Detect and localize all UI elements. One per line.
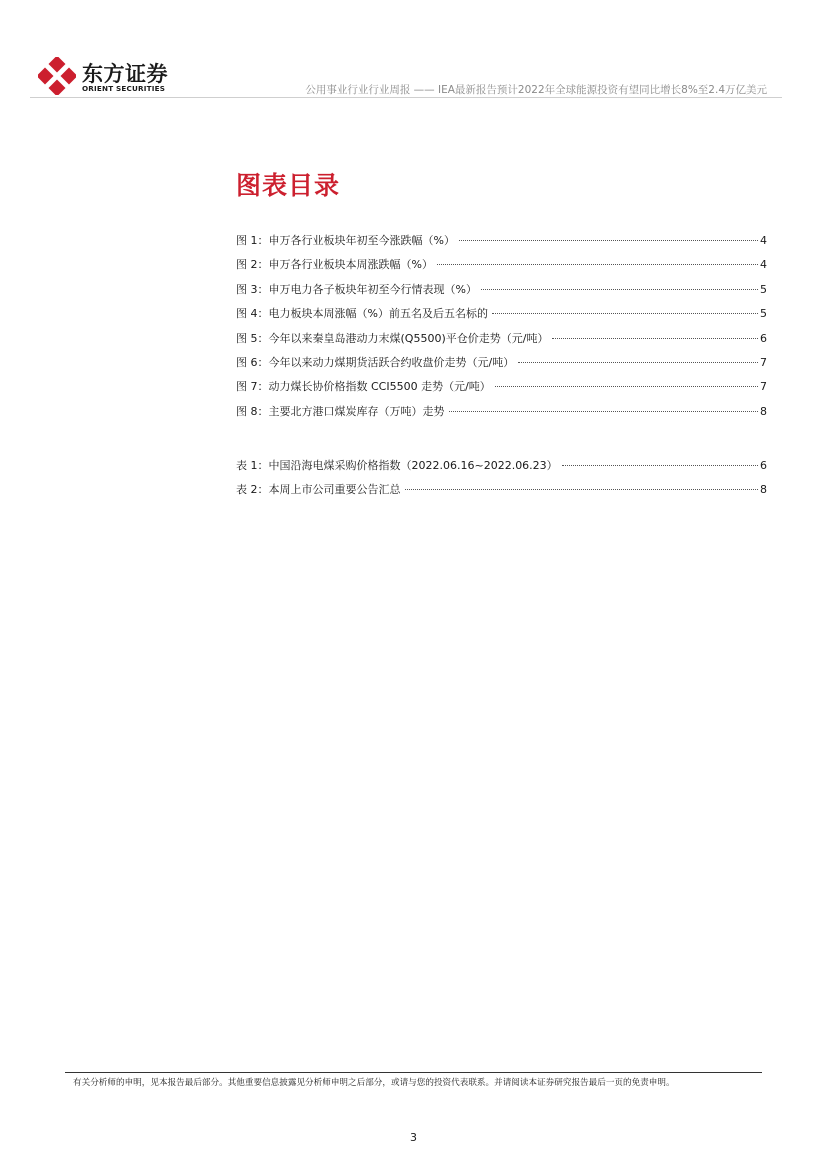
figure-list bbox=[236, 231, 767, 426]
footer-disclaimer: 有关分析师的申明，见本报告最后部分。其他重要信息披露见分析师申明之后部分，或请与您的投资代表联系。并请阅读本证券研究报告最后一页的免责申明。 bbox=[73, 1078, 675, 1088]
toc-entry-label: 图 7： bbox=[236, 380, 269, 394]
toc-entry-page: 6 bbox=[760, 459, 767, 472]
toc-entry-page: 8 bbox=[760, 483, 767, 497]
dot-leader bbox=[562, 465, 758, 466]
dot-leader bbox=[492, 313, 758, 314]
toc-entry-text: 今年以来动力煤期货活跃合约收盘价走势（元/吨） bbox=[268, 355, 515, 369]
toc-entry-page: 4 bbox=[760, 258, 767, 272]
toc-entry-label: 图 1： bbox=[236, 234, 269, 247]
dot-leader bbox=[405, 489, 759, 490]
toc-entry[interactable] bbox=[236, 329, 767, 353]
toc-entry-label: 图 6： bbox=[236, 355, 269, 369]
toc-entry-label: 图 2： bbox=[236, 258, 269, 272]
toc-entry-label: 图 5： bbox=[236, 331, 269, 345]
toc-entry-page: 8 bbox=[760, 404, 767, 418]
toc-entry-text: 申万各行业板块本周涨跌幅（%） bbox=[268, 258, 433, 272]
toc-entry[interactable] bbox=[236, 377, 767, 401]
dot-leader bbox=[481, 289, 758, 290]
toc-entry[interactable] bbox=[236, 402, 767, 426]
toc-entry-page: 5 bbox=[760, 307, 767, 321]
toc-entry-label: 图 4： bbox=[236, 307, 269, 321]
toc-entry[interactable] bbox=[236, 353, 767, 377]
dot-leader bbox=[518, 362, 758, 363]
page-number: 3 bbox=[410, 1131, 417, 1144]
dot-leader bbox=[459, 240, 758, 241]
toc-entry-page: 7 bbox=[760, 355, 767, 369]
toc-entry-label: 图 3： bbox=[236, 282, 269, 296]
toc-entry-text: 今年以来秦皇岛港动力末煤(Q5500)平仓价走势（元/吨） bbox=[268, 331, 549, 345]
toc-entry-text: 本周上市公司重要公告汇总 bbox=[268, 483, 401, 497]
toc-entry-text: 动力煤长协价格指数 CCI5500 走势（元/吨） bbox=[268, 380, 491, 394]
toc-entry-text: 申万各行业板块年初至今涨跌幅（%） bbox=[268, 234, 455, 247]
toc-entry[interactable] bbox=[236, 280, 767, 304]
dot-leader bbox=[552, 338, 758, 339]
report-title: 公用事业行业行业周报 —— IEA最新报告预计2022年全球能源投资有望同比增长8%至2.4万亿美元 bbox=[305, 84, 767, 96]
toc-entry[interactable] bbox=[236, 231, 767, 255]
toc-entry[interactable] bbox=[236, 480, 767, 504]
toc-entry-text: 主要北方港口煤炭库存（万吨）走势 bbox=[268, 404, 445, 418]
toc-entry[interactable] bbox=[236, 304, 767, 328]
toc-entry[interactable] bbox=[236, 255, 767, 279]
toc-entry-page: 6 bbox=[760, 331, 767, 345]
toc-entry-text: 申万电力各子板块年初至今行情表现（%） bbox=[268, 282, 477, 296]
dot-leader bbox=[449, 411, 759, 412]
company-logo bbox=[38, 57, 178, 97]
orient-logo-icon bbox=[38, 57, 76, 95]
toc-entry-page: 7 bbox=[760, 380, 767, 394]
dot-leader bbox=[437, 264, 758, 265]
toc-entry[interactable] bbox=[236, 456, 767, 480]
toc-entry-page: 4 bbox=[760, 234, 767, 247]
toc-entry-label: 表 1： bbox=[236, 459, 269, 472]
header-divider bbox=[30, 97, 782, 98]
footer-divider bbox=[65, 1072, 762, 1073]
dot-leader bbox=[495, 386, 758, 387]
toc-entry-text: 中国沿海电煤采购价格指数（2022.06.16~2022.06.23） bbox=[268, 459, 558, 472]
logo-chinese-name: 东方证券 bbox=[82, 62, 168, 86]
toc-entry-page: 5 bbox=[760, 282, 767, 296]
logo-english-name: ORIENT SECURITIES bbox=[82, 84, 166, 93]
toc-entry-label: 图 8： bbox=[236, 404, 269, 418]
table-list bbox=[236, 456, 767, 505]
toc-entry-text: 电力板块本周涨幅（%）前五名及后五名标的 bbox=[268, 307, 488, 321]
toc-heading: 图表目录 bbox=[236, 171, 341, 200]
toc-entry-label: 表 2： bbox=[236, 483, 269, 497]
